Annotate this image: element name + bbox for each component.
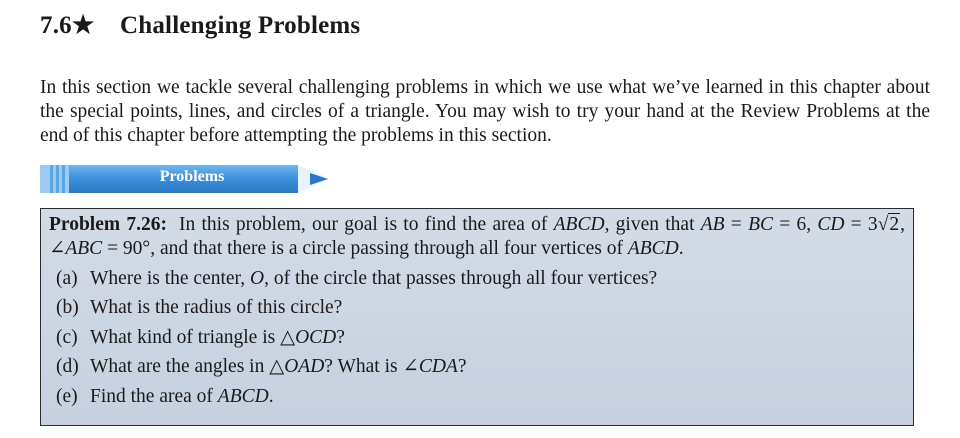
part-text: What is the radius of this circle?	[90, 297, 343, 319]
problem-part	[49, 294, 905, 324]
problems-banner	[40, 163, 330, 195]
part-text: Find the area of ABCD.	[90, 385, 274, 407]
part-label: (c)	[56, 326, 78, 348]
intro-paragraph-container	[40, 76, 930, 148]
part-text: Where is the center, O, of the circle that passes through all four vertices?	[90, 267, 658, 289]
problem-box	[40, 208, 914, 426]
problem-text: In this problem, our goal is to find the area of ABCD, given that AB = BC = 6, CD = 3√2, ∠ABC = 90°, and that there is a circle passing through all four vertices of ABCD.	[49, 214, 906, 259]
part-label: (b)	[56, 297, 79, 319]
problem-part	[49, 323, 905, 353]
problem-parts	[49, 264, 905, 412]
section-heading	[40, 10, 360, 40]
problem-part	[49, 382, 905, 412]
part-text: What kind of triangle is △OCD?	[90, 326, 345, 348]
part-label: (a)	[56, 267, 78, 289]
problem-label: Problem 7.26:	[49, 214, 167, 235]
banner-label: Problems	[159, 168, 225, 185]
section-number: 7.6★	[40, 12, 95, 39]
intro-paragraph: In this section we tackle several challenging problems in which we use what we’ve learned in this chapter about the special points, lines, and circles of a triangle. You may wish to try your hand at the Review Problems at the end of this chapter before attempting the problems in this section.	[40, 77, 930, 146]
problem-part	[49, 264, 905, 294]
part-label: (d)	[56, 356, 79, 378]
part-label: (e)	[56, 385, 78, 407]
problem-part	[49, 353, 905, 383]
problem-statement	[49, 213, 905, 261]
part-text: What are the angles in △OAD? What is ∠CDA?	[90, 356, 467, 378]
section-title: Challenging Problems	[120, 12, 361, 39]
